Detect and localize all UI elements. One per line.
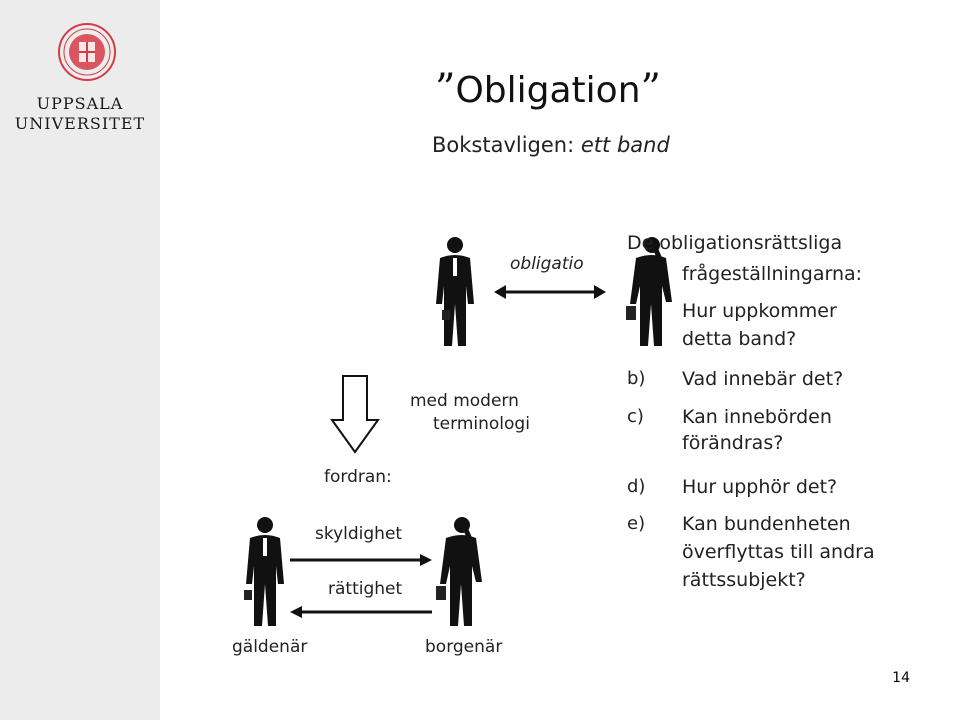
question-c-line1: Kan innebörden — [682, 406, 832, 428]
subtitle-emphasis: ett band — [580, 133, 670, 157]
person-figure-borgenar — [436, 514, 488, 632]
label-fordran: fordran: — [324, 467, 392, 487]
questions-intro-line2: frågeställningarna: — [682, 263, 863, 285]
question-e-line1: Kan bundenheten — [682, 513, 851, 535]
question-e-line2: överflyttas till andra — [682, 541, 875, 563]
university-logo — [10, 18, 150, 148]
slide-subtitle — [432, 133, 670, 157]
subtitle-prefix: Bokstavligen: — [432, 133, 581, 157]
label-skyldighet: skyldighet — [315, 524, 403, 544]
question-d-line1: Hur upphör det? — [682, 476, 838, 498]
question-d-letter: d) — [627, 476, 646, 497]
slide-title — [435, 66, 661, 112]
sidebar — [0, 0, 160, 720]
question-b-letter: b) — [627, 368, 646, 389]
university-seal-icon — [57, 22, 117, 82]
label-terminologi: terminologi — [433, 414, 530, 434]
person-figure-top — [432, 234, 478, 352]
title-close-quote: ” — [640, 66, 661, 112]
questions-intro-line1: De obligationsrättsliga — [627, 232, 843, 254]
arrow-right-icon — [290, 553, 432, 567]
logo-text-uppsala: UPPSALA — [36, 94, 124, 113]
label-galdenar: gäldenär — [232, 637, 308, 657]
down-arrow-icon — [330, 374, 380, 454]
page-number: 14 — [892, 670, 910, 686]
question-a-line2: detta band? — [682, 328, 797, 350]
question-c-letter: c) — [627, 406, 644, 427]
double-arrow-icon — [494, 282, 606, 302]
label-borgenar: borgenär — [425, 637, 503, 657]
arrow-left-icon — [290, 605, 432, 619]
question-c-line2: förändras? — [682, 432, 784, 454]
question-e-letter: e) — [627, 513, 646, 534]
label-med-modern: med modern — [410, 391, 519, 411]
person-figure-galdenar — [242, 514, 288, 632]
title-text: Obligation — [455, 70, 641, 111]
question-a-line1: Hur uppkommer — [682, 300, 837, 322]
label-rattighet: rättighet — [328, 579, 403, 599]
question-b-line1: Vad innebär det? — [682, 368, 844, 390]
logo-text-universitet: UNIVERSITET — [14, 114, 146, 133]
title-open-quote: ” — [435, 66, 456, 112]
question-e-line3: rättssubjekt? — [682, 569, 806, 591]
label-obligatio: obligatio — [510, 254, 584, 274]
